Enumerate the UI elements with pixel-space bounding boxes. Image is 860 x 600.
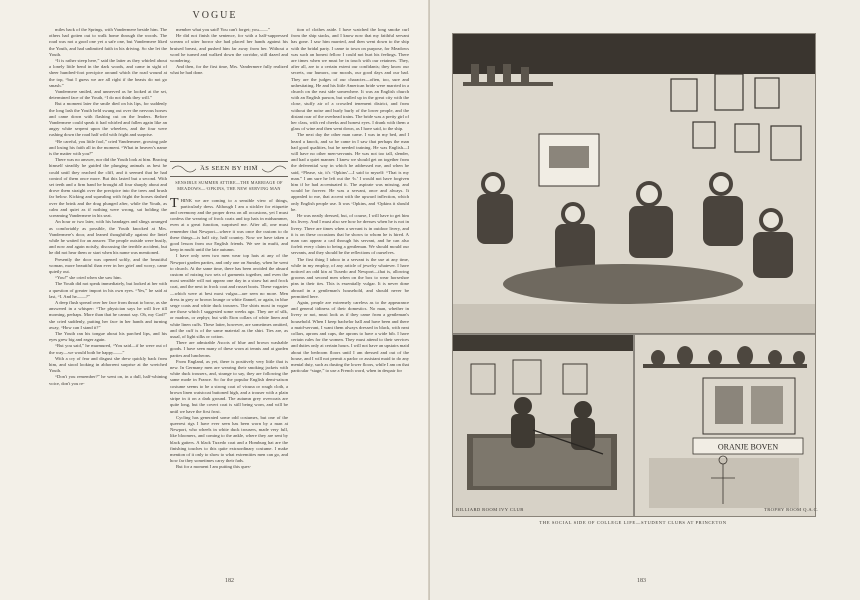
paragraph: “You!” she cried when she saw him. [55,275,122,281]
masthead: VOGUE [192,10,238,21]
paragraph: He was neatly dressed, but, of course, I will have to get him his livery. And I must also see how he dresses when he is not in livery. There are times when a servant is in outdoor livery, and it is on these occasions that he shows to whom he is hired. A man can appear a cad through his servant, and he can also forfeit every claim to being a gentleman. We should mould our servants, and they should be the reflections of ourselves. [291,213,409,256]
billiard-room-label: BILLIARD ROOM IVY CLUB [456,507,524,512]
paragraph: “Be careful, you little fool,” cried Vandermere, growing pale and losing his faith all in the moment. “What in heaven’s name is the matter with you?” [49,138,167,157]
illustration-plate [452,33,816,517]
paragraph: “But you said,” he murmured, “You said—if he were out of the way—we would both be happy——” [49,343,167,355]
paragraph: There are admirable Ascots of blue and brown washable goods. I have seen many of these worn at tennis and at garden parties and luncheons. [170,340,288,358]
section-title: AS SEEN BY HIM [196,166,262,172]
paragraph: Cycling has generated some odd costumes, but one of the queerest rigs I have ever seen has been worn by a man at Newport, who wheels in white duck trousers, made very full, like bloomers, and coming to the ankle, where they are sent by black gaiters. A black Tuxedo coat and a Homburg hat are the finishing touches to this quite extraordinary costume. I make mention of it only to show to what extremities men can go, and how far they sometimes carry their fads. [170,414,288,464]
paragraph: But a moment later the smile died on his lips, for suddenly the long lash the Youth held swung out over the nervous horses and came down with flashing cut on the leaders. Before Vandermere could speak it had whirled and fallen again like an angry white serpent upon the wheelers, and the four were rushing down the road half wild with fright and surprise. [49,101,167,138]
left-column-3 [291,27,409,572]
plate-caption: THE SOCIAL SIDE OF COLLEGE LIFE—STUDENT CLUBS AT PRINCETON [539,520,727,525]
paragraph: tion of clothes aside. I have watched the long smoke curl from the ship stacks, and I know now that my faithful servant has gone. I saw him married, and then went down to the ship with the bridal party. I came to town on purpose, for Meadows was such an honest fellow I could not hurt his feelings. There are times when we must be in touch with our retainers. They, after all, are to a certain extent our confidants; they know our secrets, our humors, our moods, our good days and our bad. They are the judges of our character—often, too, sure and unhesitating. He and his little American bride were married in a church on the east side somewhere. It was an English church with an English parson, but walled up in the great city with the close, stuffy air of a crowded tenement district, and from without the noise and hurly burly of the lower people, and the distant roar of the overhead trains. The bride was a pretty girl of her class, with red cheeks and honest eyes. I drank with them a glass of wine and then went down, as I have said, to the ship. [291,27,409,132]
drop-cap: T [170,195,179,211]
left-column-2 [170,27,288,572]
paragraph: The first thing I taboo in a servant is the use at any time, while in my employ, of any article of jewelry whatever. I have noticed an odd kin at Tuxedo and Newport—that is, allowing grooms and second men when on the box to wear horseshoe pins in their ties. This is essentially vulgar. It is never done abroad in a gentleman's household, and should never be permitted here. [291,256,409,299]
paragraph: There was no answer, nor did the Youth look at him. Bracing himself steadily he guided the plunging animals as best he could until they reached the cliff, and it seemed that he had control of them once more. But this lasted but a second. With set teeth and a firm hand he brought all four sharply about and drove them straight over the precipice into the trees and brush far below. Kicking and squealing with fright the horses dashed over the brink and the drag plunged after, while the Youth, as calm and quiet as if nothing were wrong, sat holding the screaming Vandermere in his seat. [49,157,167,219]
paragraph: With a cry of fear and disgust she drew quickly back from him, and stood looking in abhorrent surprise at the wretched Youth. [49,355,167,374]
section-ornament [170,161,288,177]
article-body [170,195,288,471]
club-interior-illustration [453,34,815,516]
paragraph: A deep flush spread over her face from throat to brow, as she answered in a whisper: “The physician says he will live till morning, perhaps. More than that he cannot say. Oh, my God!” she cried suddenly, putting her face in her hands and turning away, “How can I stand it?” [49,299,167,330]
paragraph: member what you said! You can't forget; you——” [176,27,270,32]
paragraph: The Youth did not speak immediately, but looked at her with a question of greater import in his own eyes. “Yes,” he said at last, “I. And he——?” [49,281,167,299]
paragraph: I have only seen two men wear top hats at any of the Newport garden parties, and only one on Sunday, when he went to church. At the same time, there has been avoided the absurd custom of mixing two sets of garments together, and even the most sensible will not appear one day in a straw hat and frock coat, and the next in frock coat and russet boots. These vagaries—which were at best most vulgar—are seen no more. Men dress in grey or brown lounge or white flannel, or again, in blue serge coats and white duck trousers. The shirts most in vogue are those which I suggested some weeks ago. They are of silk, or madras, or zephyr, but with Eton collars of white linen and white linen cuffs. These latter, however, are sometimes omitted, and the cuff is of the same material as the shirt. Ties are, as usual, of light silks or cotton. [170,253,288,340]
section-subhead: SENSIBLE SUMMER ATTIRE—THE MARRIAGE OF MEADOWS—‘OPKINS, THE NEW SERVING MAN [175,180,283,191]
paragraph: Again, people are extremely careless as to the appearance and general tidiness of their domestics. No man, whether in livery or not, must look as if they came from a gentleman's household. When I keep bachelor hall and have been and there a maid-servant, I want them always dressed in black, with neat collars, aprons and caps, the aprons to have a wide bib. I have certain rules for the women. They must attend to their services and duties only at certain hours. I will not have an upstairs maid about the bedroom floors until I am dressed and out of the house, and I will not permit a parlor or assistant maid to do any menial duty, such as dusting the lower floors, while I am on that particular “stage,” to use a French word, when in despair for [291,299,409,374]
paragraph: An hour or two later, with his bandages and slings arranged as comfortably as possible, the Youth knocked at Mrs. Vandermere's door, and leaned thoughtfully against the lintel while he waited for an answer. The people outside were busily, and now and again noisily, discussing the terrible accident, but he did not hear them or start when his name was mentioned. [49,219,167,256]
paragraph-text: HINK we are coming to a sensible view of things, particularly dress. Although I am a stickler for etiquette and ceremony and the proper dress on all occasions, yet I must confess the wearing of frock coats and top hats in midsummer, even at a great function, surprised me. After all, one must remember that Newport—where it was once the custom to do these things—is half city, half country. Now we have taken a good lesson from our English friends. We see in mufti, and keep in mufti until the late autumn. [170,197,288,253]
paragraph: “Don't you remember?” he went on, in a dull, half-whining voice, don't you re- [49,374,167,386]
paragraph: Vandermere smiled, and unnerved as he looked at the set, determined face of the Youth, “I do not think they will.” [49,89,167,101]
paragraph [170,195,288,254]
paragraph: Presently the door was opened softly, and the beautiful woman, more beautiful than ever in her grief and worry, came quietly out. [49,256,167,274]
trophy-room-label: TROPHY ROOM Q.A.C. [764,507,819,512]
paragraph: He did not finish the sentence, for with a half-suppressed scream of utter horror she had placed her hands against his bruised breast, and pushed him far away from her. Without a word he turned and walked down the corridor, still dazed and wondering. [170,33,288,64]
story-continuation [170,27,288,155]
paragraph: The next day the other man came. I was in my bed, and I heard a knock, and so he came in I saw that perhaps the man had good qualities, but he needed training. He was English—I will have no other men-servants. He was not too tall, slender, and had a quiet manner. I knew we should get on together from the deferential way in which he addressed me, and when he said, “Please, sir, it's ‘Opkins’—I said to myself: “That is my man.” I am sure he left out the ‘h.’ I would not have forgiven him if he had accentuated it. The aspirate was missing, and would be forever. He was a servant, once and always. It appealed to me, that accent with the upward inflection, which only English people use. It was ‘Opkins, and ‘Opkins it should be. [291,132,409,212]
paragraph: But for a moment I am putting this ques- [176,464,252,470]
page-number-right: 183 [637,578,646,584]
left-column-1 [49,27,167,572]
page-number-left: 182 [225,578,234,584]
paragraph: miles back of the Springs, with Vandermere beside him. The others had gotten out to walk home through the woods. The road was not a good one yet a safe one, but Vandermere liked the Youth, and had unlimited faith in his driving. So she let the Youth. [49,27,167,57]
sign-text: ORANJE BOVEN [717,442,779,452]
paragraph: “It is rather steep here,” said the latter as they whirled about a lonely little bend in the dark woods, and came in sight of sheer hundred-foot precipice around which the road wound at the top, “but I guess we are all right if the beasts do not go smash.” [49,58,167,88]
paragraph: The Youth ran his tongue about his parched lips, and his eyes grew big and eager again. [49,330,167,343]
paragraph: From England, as yet, there is positively very little that is new. In Germany men are wearing their smoking jackets with white duck trousers, and, strange to say, they are following the same mode in France. So far the popular English demi-saison costume seems to be a strong coat of vicuna or rough cloth, a brown linen waistcoat buttoned high, and a trouser with a plain stripe in it on a dark ground. The autumn grey overcoats are quite long, but the covert coat is still being worn, and will be until we have the first frost. [170,358,288,414]
paragraph: And then, for the first time, Mrs. Vandermere fully realized what he had done. [170,64,288,76]
